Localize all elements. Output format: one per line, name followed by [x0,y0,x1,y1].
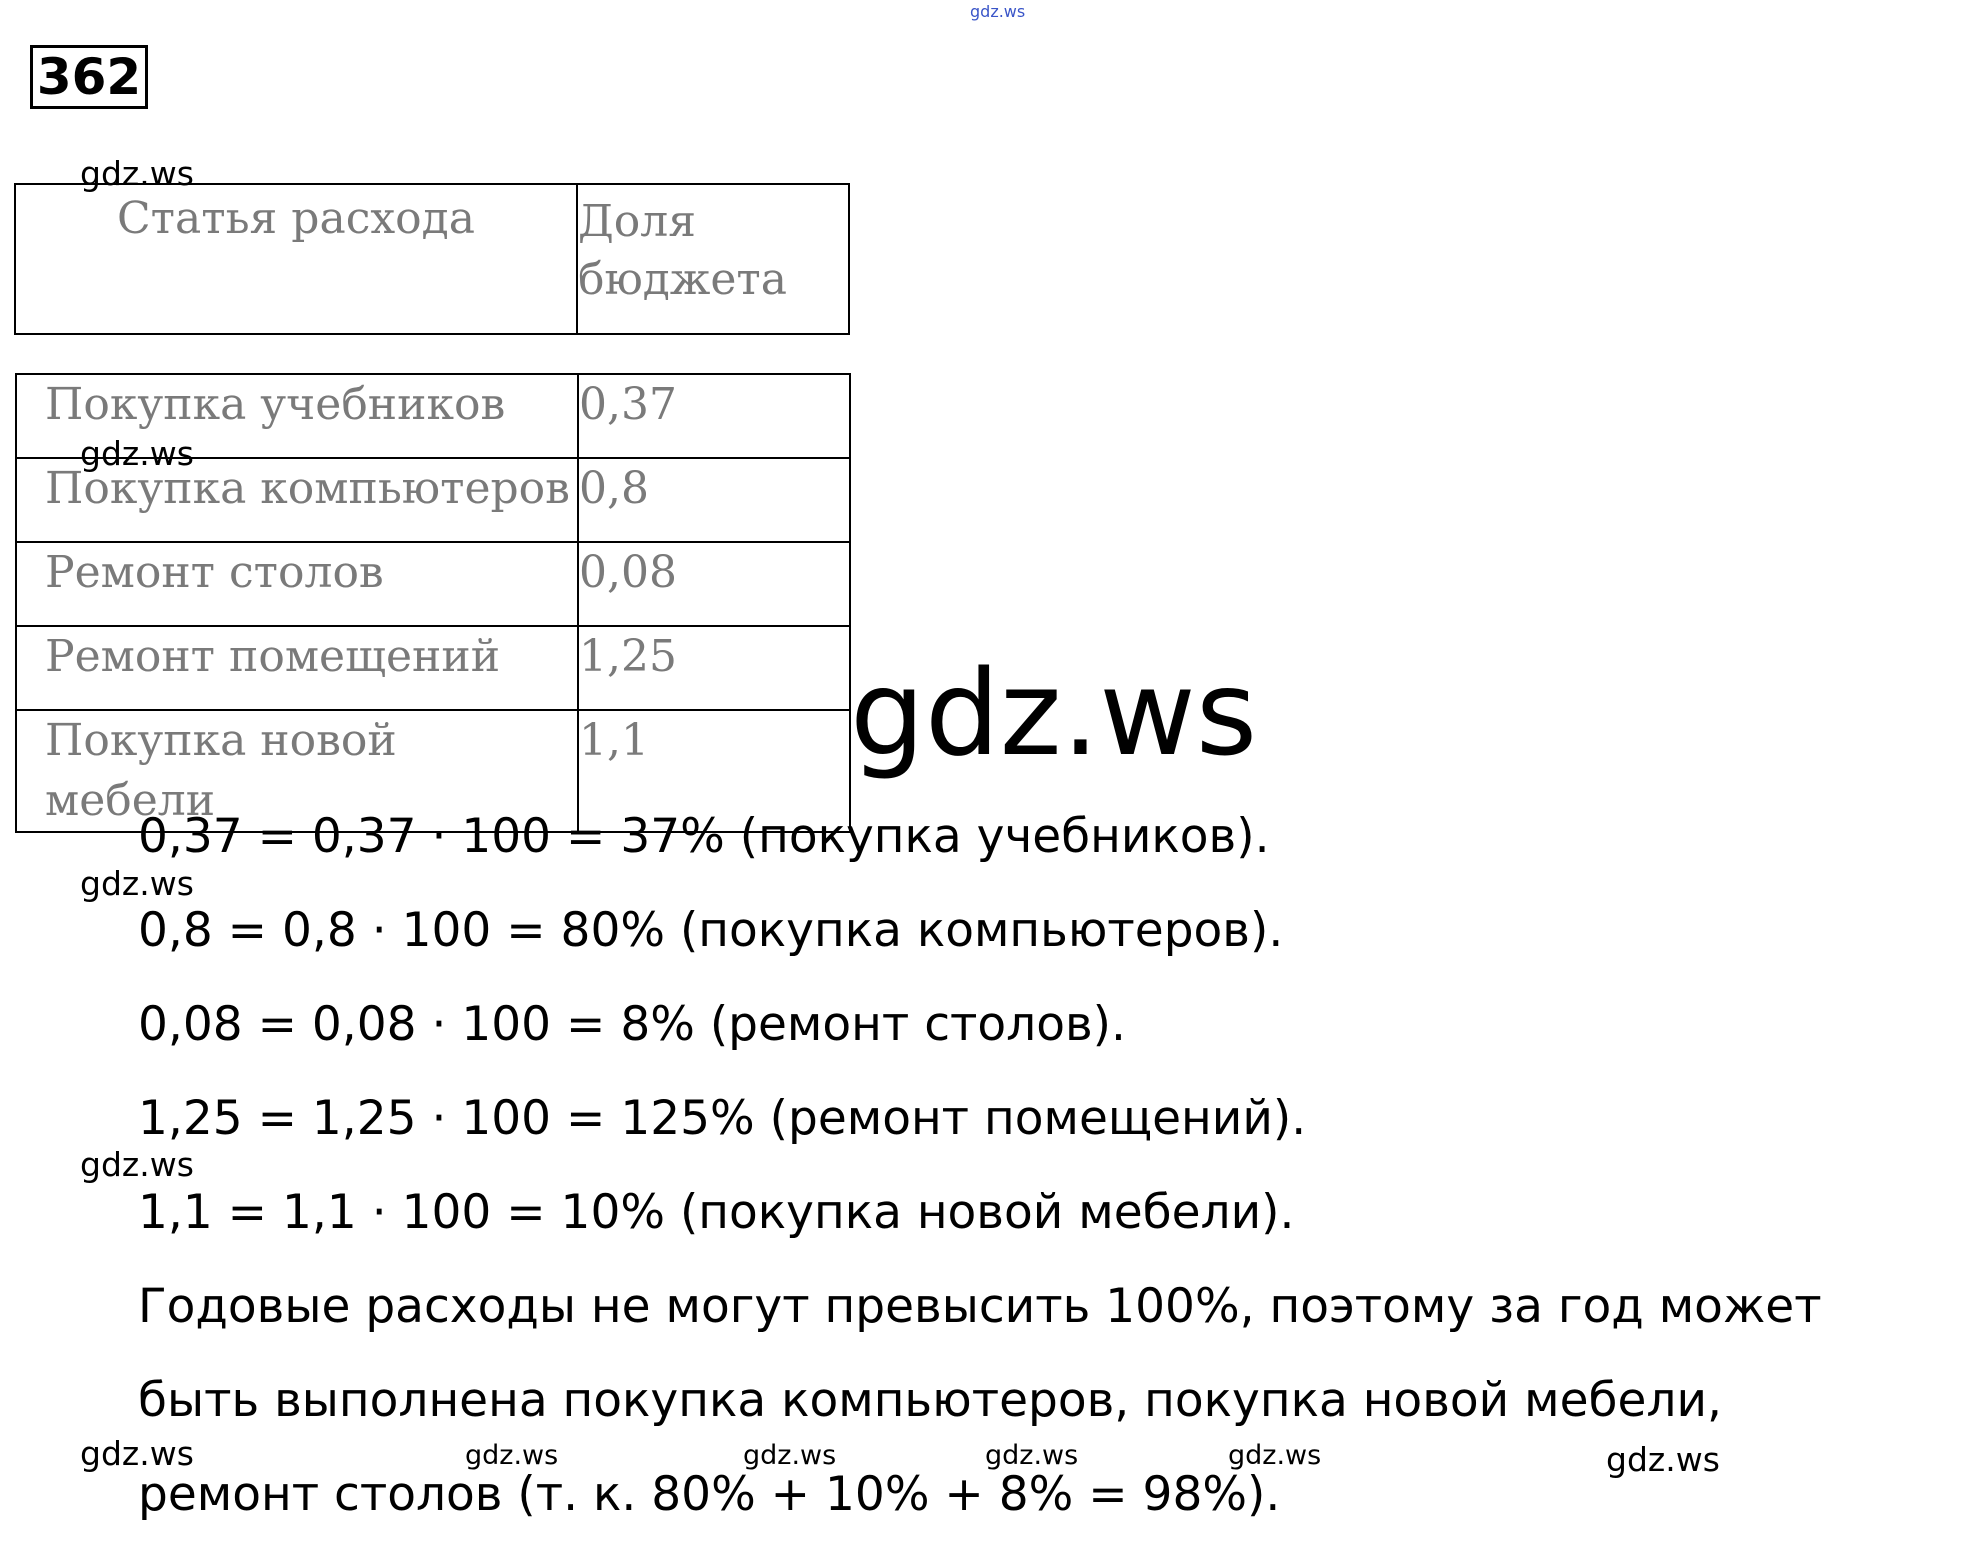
expense-item-cell: Покупка новой мебели [16,710,578,832]
conclusion-line: быть выполнена покупка компьютеров, покупка новой мебели, [138,1373,1722,1428]
watermark-center: gdz.ws [850,644,1258,782]
watermark-label: gdz.ws [465,1440,559,1471]
expense-item-cell: Ремонт помещений [16,626,578,710]
watermark-label: gdz.ws [1606,1440,1720,1479]
expense-item-cell: Ремонт столов [16,542,578,626]
solution-line: 0,8 = 0,8 · 100 = 80% (покупка компьютеров). [138,903,1284,958]
conclusion-line: Годовые расходы не могут превысить 100%, поэтому за год может [138,1279,1822,1334]
watermark-label: gdz.ws [80,864,194,903]
solution-line: 1,1 = 1,1 · 100 = 10% (покупка новой мебели). [138,1185,1295,1240]
watermark-label: gdz.ws [985,1440,1079,1471]
table-row [16,626,850,710]
watermark-label: gdz.ws [80,434,194,473]
solution-line: 1,25 = 1,25 · 100 = 125% (ремонт помещений). [138,1091,1307,1146]
watermark-label: gdz.ws [743,1440,837,1471]
expense-item-cell: Покупка учебников [16,374,578,458]
solution-line: 0,37 = 0,37 · 100 = 37% (покупка учебников). [138,809,1270,864]
header-budget-share: Доля бюджета [577,184,849,334]
header-expense-item: Статья расхода [15,184,577,334]
watermark-label: gdz.ws [80,1145,194,1184]
conclusion-line: ремонт столов (т. к. 80% + 10% + 8% = 98%). [138,1467,1281,1522]
budget-share-cell: 0,08 [578,542,850,626]
watermark-label: gdz.ws [80,154,194,193]
budget-table-header [14,183,850,335]
budget-share-cell: 1,25 [578,626,850,710]
solution-line: 0,08 = 0,08 · 100 = 8% (ремонт столов). [138,997,1126,1052]
watermark-label: gdz.ws [1228,1440,1322,1471]
table-row [16,542,850,626]
watermark-top: gdz.ws [970,2,1026,21]
task-number: 362 [30,45,148,109]
watermark-label: gdz.ws [80,1434,194,1473]
expense-item-cell: Покупка компьютеров [16,458,578,542]
budget-share-cell: 0,37 [578,374,850,458]
budget-share-cell: 0,8 [578,458,850,542]
budget-share-cell: 1,1 [578,710,850,832]
